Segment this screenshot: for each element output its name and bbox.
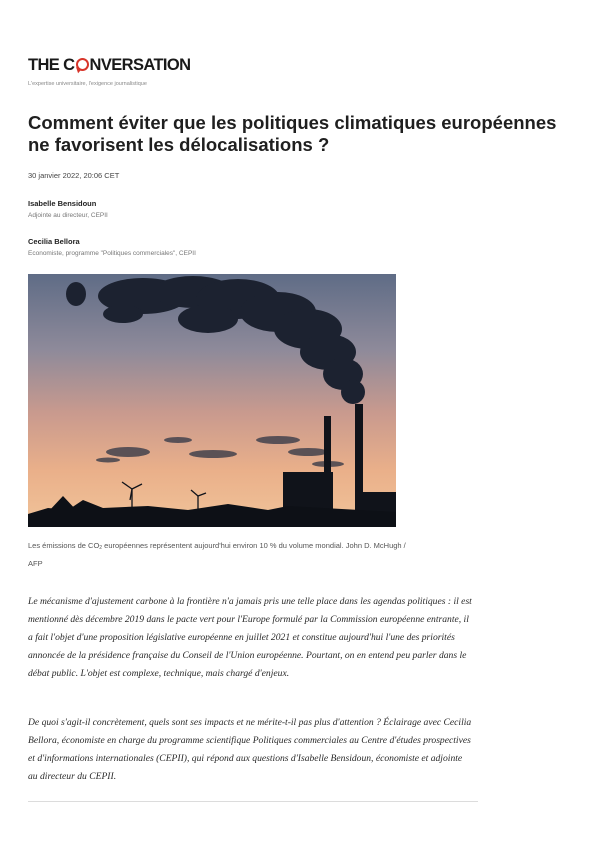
author-name-1[interactable]: Isabelle Bensidoun [28, 199, 97, 208]
article-photo [28, 274, 396, 527]
caption-text-start: Les émissions de CO [28, 541, 100, 550]
publication-date: 30 janvier 2022, 20:06 CET [28, 171, 120, 180]
caption-subscript: 2 [99, 545, 103, 551]
site-logo[interactable] [28, 56, 190, 75]
article-paragraph-2: De quoi s'agit-il concrètement, quels sont ses impacts et ne mérite-t-il pas plus d'attention ? Éclairage avec Cecilia Bellora, économiste en charge du programme scientifique Politiques commerciales au Centre d'études prospectives et d'informations internationales (CEPII), qui répond aux questions d'Isabelle Bensidoun, économiste et adjointe au directeur du CEPII. [28, 717, 472, 782]
site-tagline: L'expertise universitaire, l'exigence journalistique [28, 81, 147, 87]
author-role-1: Adjointe au directeur, CEPII [28, 212, 108, 219]
section-divider [28, 801, 478, 802]
caption-text-end: européennes représentent aujourd'hui environ 10 % du volume mondial. John D. McHugh / AFP [28, 541, 406, 568]
author-role-2: Economiste, programme "Politiques commerciales", CEPII [28, 250, 196, 257]
logo-text-start: THE C [28, 56, 75, 74]
article-paragraph-1: Le mécanisme d'ajustement carbone à la frontière n'a jamais pris une telle place dans les agendas politiques : il est mentionné dès décembre 2019 dans le pacte vert pour l'Europe formulé par la Commission européenne entrante, il a fait l'objet d'une proposition législative européenne en juillet 2021 et constitue aujourd'hui l'une des priorités annoncée de la présidence française du Conseil de l'Union européenne. Pourtant, on en entend peu parler dans le débat public. L'objet est complexe, technique, mais chargé d'enjeux. [28, 596, 472, 679]
logo-text-end: NVERSATION [89, 56, 191, 74]
speech-bubble-logo-icon [76, 58, 89, 71]
article-title: Comment éviter que les politiques climatiques européennes ne favorisent les délocalisations ? [28, 112, 557, 155]
photo-caption [28, 538, 408, 572]
author-name-2[interactable]: Cecilia Bellora [28, 237, 80, 246]
